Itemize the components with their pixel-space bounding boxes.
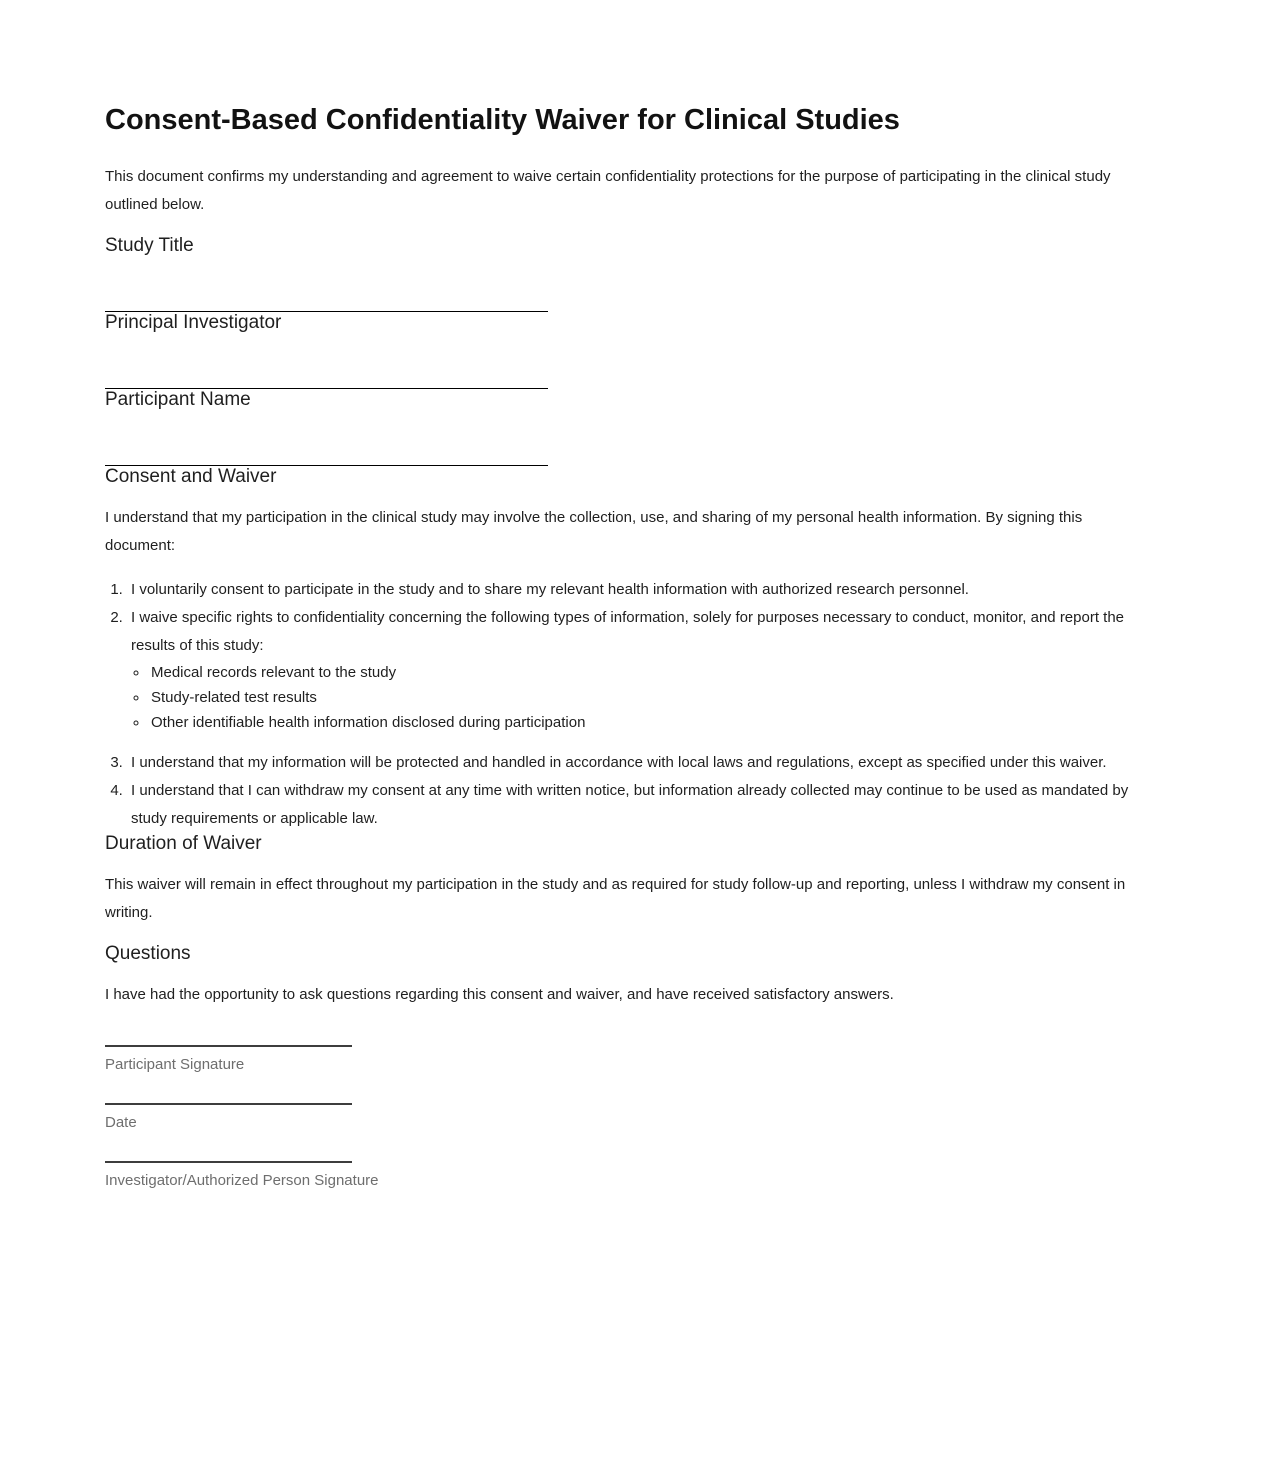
principal-investigator-blank-line — [105, 350, 548, 389]
questions-paragraph: I have had the opportunity to ask questions regarding this consent and waiver, and have received satisfactory answers. — [105, 986, 894, 1003]
field-label-study-title: Study Title — [105, 235, 194, 256]
date-line — [105, 1103, 352, 1105]
intro-paragraph: This document confirms my understanding and agreement to waive certain confidentiality protections for the purpose of participating in the clinical study outlined below. — [105, 168, 1111, 213]
heading-questions: Questions — [105, 943, 191, 964]
participant-signature-label: Participant Signature — [105, 1056, 245, 1073]
investigator-signature-line — [105, 1161, 352, 1163]
field-label-principal-investigator: Principal Investigator — [105, 312, 282, 333]
investigator-signature-label: Investigator/Authorized Person Signature — [105, 1172, 379, 1189]
consent-item-3: 3. I understand that my information will be protected and handled in accordance with local laws and regulations, except as specified under this waiver. — [127, 749, 1153, 777]
field-study-title — [105, 235, 1153, 312]
investigator-signature-block — [105, 1161, 505, 1190]
field-principal-investigator — [105, 312, 1153, 389]
information-types-list — [131, 660, 1153, 735]
consent-item-2 — [127, 604, 1153, 735]
heading-consent-and-waiver: Consent and Waiver — [105, 466, 277, 487]
consent-item-4: 4. I understand that I can withdraw my consent at any time with written notice, but information already collected may continue to be used as mandated by study requirements or applicable law. — [127, 777, 1153, 833]
info-type-test-results: ◦ Study-related test results — [149, 685, 1153, 710]
info-type-medical-records: ◦ Medical records relevant to the study — [149, 660, 1153, 685]
field-participant-name — [105, 389, 1153, 466]
date-label: Date — [105, 1114, 137, 1131]
consent-numbered-list — [105, 576, 1153, 833]
participant-signature-line — [105, 1045, 352, 1047]
consent-item-1: 1. I voluntarily consent to participate in the study and to share my relevant health information with authorized research personnel. — [127, 576, 1153, 604]
duration-paragraph: This waiver will remain in effect throughout my participation in the study and as required for study follow-up and reporting, unless I withdraw my consent in writing. — [105, 876, 1126, 921]
date-block — [105, 1103, 505, 1132]
participant-name-blank-line — [105, 427, 548, 466]
consent-intro-paragraph: I understand that my participation in the clinical study may involve the collection, use, and sharing of my personal health information. By signing this document: — [105, 509, 1083, 554]
participant-signature-block — [105, 1045, 505, 1074]
study-title-blank-line — [105, 273, 548, 312]
heading-duration-of-waiver: Duration of Waiver — [105, 833, 262, 854]
consent-item-2-text: I waive specific rights to confidentiality concerning the following types of information, solely for purposes necessary to conduct, monitor, and report the results of this study: — [131, 609, 1125, 654]
info-type-other-health-info: ◦ Other identifiable health information disclosed during participation — [149, 710, 1153, 735]
page-title: Consent-Based Confidentiality Waiver for Clinical Studies — [105, 104, 900, 136]
field-label-participant-name: Participant Name — [105, 389, 251, 410]
